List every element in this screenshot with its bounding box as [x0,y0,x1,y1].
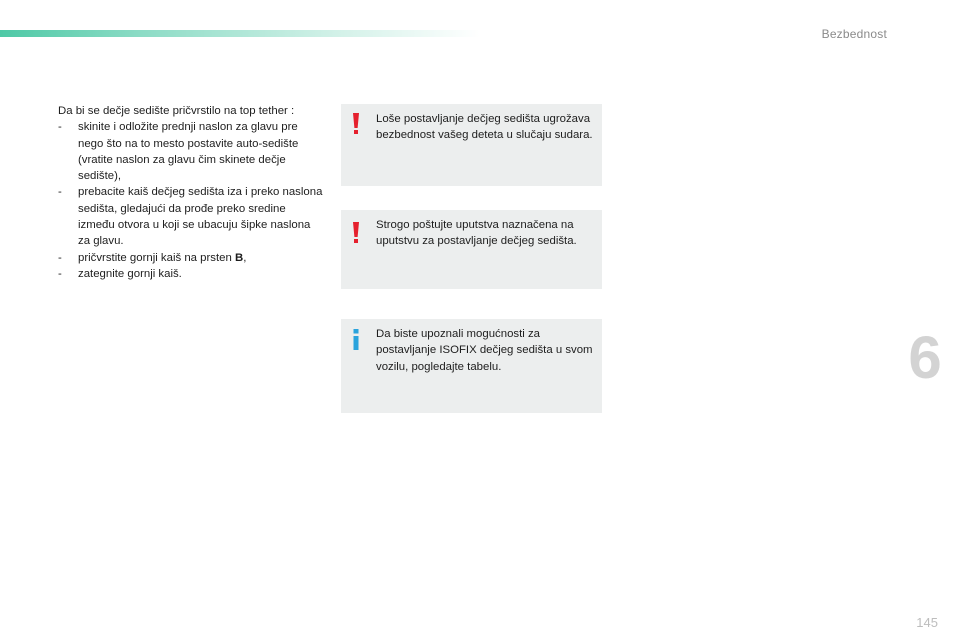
warning-exclamation-icon [349,113,363,135]
list-item [58,119,323,184]
info-icon [349,329,363,351]
list-bullet: - [58,251,62,264]
list-item-text: skinite i odložite prednji naslon za glavu pre nego što na to mesto postavite auto-sedište (vratite naslon za glavu čim skinete dečje sedište), [78,121,299,183]
warning-notice-child-seat-installation [341,104,602,186]
section-title: Bezbednost [821,27,887,41]
warning-exclamation-icon [349,222,363,244]
list-item-text-end: , [243,251,247,264]
list-item [58,250,323,266]
list-item-text: zategnite gornji kaiš. [78,267,182,280]
instruction-text [58,103,323,282]
list-bullet: - [58,267,62,280]
info-notice-isofix [341,319,602,413]
list-item-text [78,252,246,264]
notice-text: Loše postavljanje dečjeg sedišta ugrožava bezbednost vašeg deteta u slučaju sudara. [376,113,593,142]
chapter-number: 6 [908,324,942,391]
list-bullet: - [58,186,62,199]
instruction-list [58,119,323,282]
list-item [58,266,323,282]
notice-text: Da biste upoznali mogućnosti za postavljanje ISOFIX dečjeg sedišta u svom vozilu, pogledajte tabelu. [376,328,593,373]
notice-text: Strogo poštujte uputstva naznačena na uputstvu za postavljanje dečjeg sedišta. [376,219,577,248]
header-accent-band [0,30,480,37]
ring-label: B [235,251,244,264]
list-bullet: - [58,121,62,134]
list-item [58,184,323,249]
instruction-intro: Da bi se dečje sedište pričvrstilo na top tether : [58,105,295,117]
list-item-text-start: pričvrstite gornji kaiš na prsten [78,251,235,264]
list-item-text: prebacite kaiš dečjeg sedišta iza i preko naslona sedišta, gledajući da prođe preko sredine između otvora u koji se ubacuju šipke naslona za glavu. [78,186,323,248]
page-number: 145 [916,615,938,630]
warning-notice-follow-instructions [341,210,602,289]
